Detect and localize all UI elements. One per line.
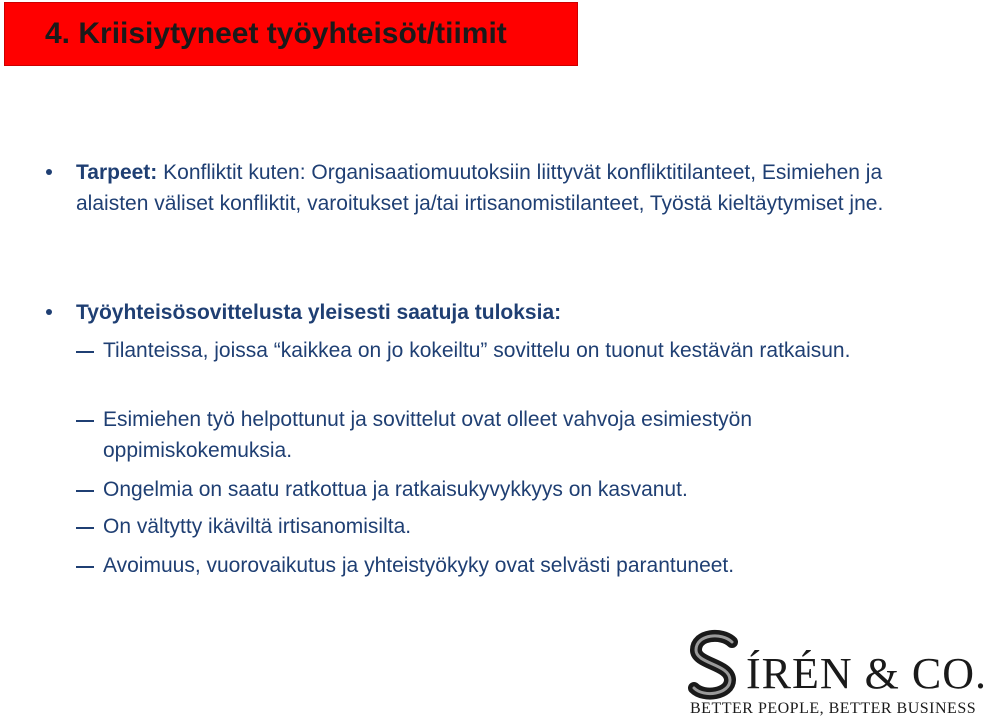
bullet-needs-body: Konfliktit kuten: Organisaatiomuutoksiin liittyvät konfliktitilanteet, Esimiehen ja alaisten väliset konfliktit, varoitukset ja/tai irtisanomistilanteet, Työstä kieltäytymiset jne.	[76, 161, 884, 215]
dash-icon	[76, 420, 94, 422]
bullet-dot-icon	[46, 309, 52, 315]
slide-title: 4. Kriisiytyneet työyhteisöt/tiimit	[45, 17, 507, 50]
sub-item-text: Esimiehen työ helpottunut ja sovittelut ovat olleet vahvoja esimiestyön oppimiskokemuksia.	[103, 408, 753, 462]
bullet-results-text	[76, 297, 916, 328]
sub-item-text: Avoimuus, vuorovaikutus ja yhteistyökyky ovat selvästi parantuneet.	[103, 554, 735, 577]
logo-name: ÍRÉN & CO.	[746, 649, 987, 698]
bullet-needs-label: Tarpeet:	[76, 161, 158, 184]
title-bar	[4, 2, 578, 66]
bullet-dot-icon	[46, 169, 52, 175]
dash-icon	[76, 490, 94, 492]
bullet-needs-text	[76, 157, 916, 219]
dash-icon	[76, 566, 94, 568]
sub-item-text: On vältytty ikäviltä irtisanomisilta.	[103, 515, 412, 538]
dash-icon	[76, 351, 94, 353]
sub-item-text: Ongelmia on saatu ratkottua ja ratkaisukyvykkyys on kasvanut.	[103, 478, 688, 501]
sub-item-text: Tilanteissa, joissa “kaikkea on jo kokeiltu” sovittelu on tuonut kestävän ratkaisun.	[103, 339, 851, 362]
logo-tagline: BETTER PEOPLE, BETTER BUSINESS	[690, 700, 977, 717]
company-logo	[686, 630, 987, 720]
logo-s-icon	[686, 630, 746, 702]
bullet-results-label: Työyhteisösovittelusta yleisesti saatuja tuloksia:	[76, 301, 562, 324]
dash-icon	[76, 527, 94, 529]
